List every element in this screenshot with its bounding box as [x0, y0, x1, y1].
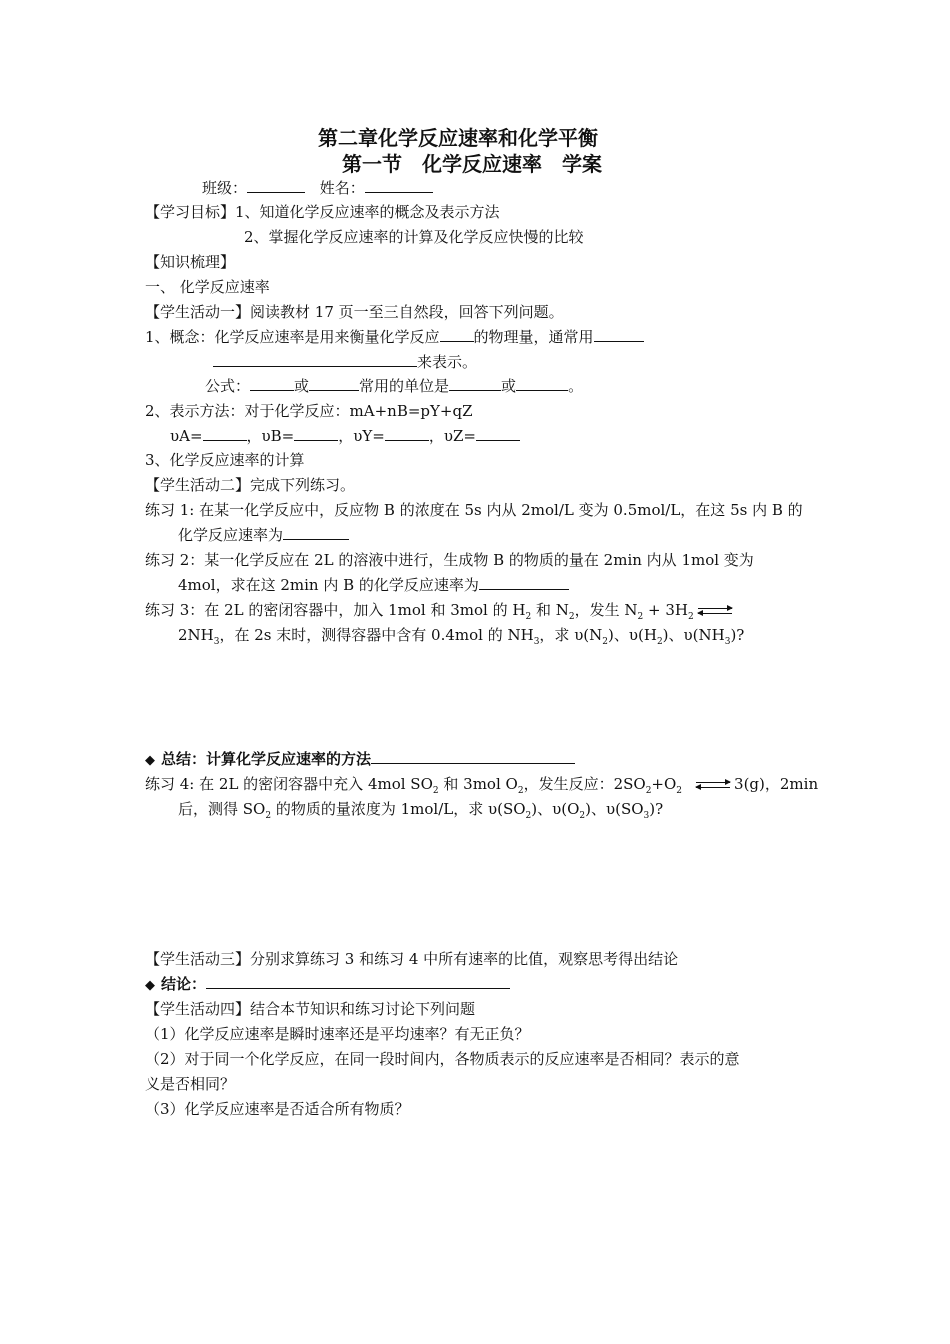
name-blank[interactable]	[365, 178, 433, 193]
exercise-4-line-1	[145, 774, 818, 796]
ex3-sub: 3	[213, 637, 220, 647]
ex3-text-h: )、υ(H	[608, 626, 657, 644]
va-label: υA=	[170, 427, 203, 445]
name-label: 姓名：	[319, 179, 365, 197]
ex4-text-c: ，发生反应：2SO	[523, 775, 646, 793]
ex4-text-j: )?	[649, 800, 664, 818]
learning-goals: 【学习目标】1、知道化学反应速率的概念及表示方法	[145, 203, 500, 221]
knowledge-heading: 【知识梳理】	[145, 253, 236, 271]
question-1: （1）化学反应速率是瞬时速率还是平均速率？有无正负？	[145, 1025, 530, 1043]
ex4-text-d: +O	[651, 775, 677, 793]
calc-heading: 3、化学反应速率的计算	[145, 451, 305, 469]
ex4-sub: 2	[432, 786, 439, 796]
ex3-sub: 2	[568, 612, 575, 622]
ex4-sub: 2	[517, 786, 524, 796]
ex4-text-f: 后，测得 SO	[178, 800, 266, 818]
learning-goal-2: 2、掌握化学反应速率的计算及化学反应快慢的比较	[244, 228, 584, 246]
vb-label: ，υB=	[246, 427, 295, 445]
summary-blank[interactable]	[371, 749, 575, 764]
ex3-sub: 3	[533, 637, 540, 647]
formula-or: 或	[294, 377, 310, 395]
ex4-sub: 2	[265, 811, 272, 821]
ex4-text-i: )、υ(SO	[585, 800, 644, 818]
ex3-text-j: )?	[730, 626, 745, 644]
exercise-3-line-1	[145, 600, 736, 622]
ex3-text-i: )、υ(NH	[662, 626, 725, 644]
exercise-1-line-1: 练习 1: 在某一化学反应中，反应物 B 的浓度在 5s 内从 2mol/L 变为 0.5mol/L，在这 5s 内 B 的	[145, 501, 803, 519]
ex4-sub: 2	[676, 786, 683, 796]
formula-blank-2[interactable]	[309, 376, 359, 391]
va-blank[interactable]	[203, 426, 247, 441]
summary-line	[145, 749, 575, 771]
ex4-sub: 2	[645, 786, 652, 796]
ex4-text-h: )、υ(O	[531, 800, 580, 818]
formula-blank-1[interactable]	[250, 376, 294, 391]
ex3-sub: 2	[656, 637, 663, 647]
diamond-bullet-icon: ◆	[145, 978, 155, 993]
ex3-text-d: + 3H	[643, 601, 688, 619]
summary-label: 总结：计算化学反应速率的方法	[161, 750, 372, 768]
conclusion-blank[interactable]	[206, 974, 510, 989]
concept-line	[145, 327, 644, 349]
ex3-text-b: 和 N	[531, 601, 569, 619]
ex3-sub: 2	[687, 612, 694, 622]
question-3: （3）化学反应速率是否适合所有物质？	[145, 1100, 410, 1118]
diamond-bullet-icon: ◆	[145, 753, 155, 768]
ex3-text-e: 2NH	[178, 626, 214, 644]
vz-blank[interactable]	[476, 426, 520, 441]
section-title: 第一节 化学反应速率 学案	[342, 152, 602, 176]
ex3-text-f: ，在 2s 末时，测得容器中含有 0.4mol 的 NH	[219, 626, 534, 644]
header-row	[202, 178, 433, 200]
chapter-title: 第二章化学反应速率和化学平衡	[318, 126, 598, 150]
vb-blank[interactable]	[294, 426, 338, 441]
exercise-4-line-2	[178, 799, 663, 821]
unit-text: 常用的单位是	[359, 377, 450, 395]
concept-prefix: 1、概念：化学反应速率是用来衡量化学反应	[145, 328, 440, 346]
activity-one: 【学生活动一】阅读教材 17 页一至三自然段，回答下列问题。	[145, 303, 564, 321]
formula-line	[205, 376, 583, 398]
vz-label: ，υZ=	[428, 427, 476, 445]
representation-line: 2、表示方法：对于化学反应：mA+nB=pY+qZ	[145, 402, 473, 420]
activity-four: 【学生活动四】结合本节知识和练习讨论下列问题	[145, 1000, 476, 1018]
concept-blank-2[interactable]	[594, 327, 644, 342]
ex3-text-a: 练习 3：在 2L 的密闭容器中，加入 1mol 和 3mol 的 H	[145, 601, 526, 619]
ex4-sub: 3	[643, 811, 650, 821]
exercise-1-blank[interactable]	[283, 525, 349, 540]
concept-suffix: 来表示。	[417, 353, 478, 371]
concept-blank-1[interactable]	[440, 327, 474, 342]
vy-blank[interactable]	[385, 426, 429, 441]
ex3-text-g: ，求 υ(N	[539, 626, 603, 644]
activity-three: 【学生活动三】分别求算练习 3 和练习 4 中所有速率的比值，观察思考得出结论	[145, 950, 679, 968]
ex3-text-c: ，发生 N	[574, 601, 638, 619]
unit-or: 或	[501, 377, 517, 395]
formula-label: 公式：	[205, 377, 251, 395]
class-label: 班级：	[202, 179, 248, 197]
ex4-sub: 2	[579, 811, 586, 821]
ex4-text-g: 的物质的量浓度为 1mol/L，求 υ(SO	[271, 800, 526, 818]
exercise-3-line-2	[178, 625, 744, 647]
ex3-sub: 2	[602, 637, 609, 647]
ex4-text-e: 3(g)，2min	[734, 775, 819, 793]
unit-blank-2[interactable]	[516, 376, 568, 391]
class-blank[interactable]	[247, 178, 305, 193]
ex3-sub: 2	[637, 612, 644, 622]
question-2-line-2: 义是否相同？	[145, 1075, 236, 1093]
exercise-1-answer-label: 化学反应速率为	[178, 526, 284, 544]
rate-expressions	[170, 426, 520, 448]
activity-two: 【学生活动二】完成下列练习。	[145, 476, 356, 494]
equilibrium-arrow-icon	[696, 779, 730, 791]
conclusion-label: 结论：	[161, 975, 207, 993]
exercise-2-line-1: 练习 2：某一化学反应在 2L 的溶液中进行，生成物 B 的物质的量在 2min 内从 1mol 变为	[145, 551, 754, 569]
ex4-text-a: 练习 4: 在 2L 的密闭容器中充入 4mol SO	[145, 775, 433, 793]
conclusion-line	[145, 974, 510, 996]
exercise-1-line-2	[178, 525, 349, 547]
concept-blank-3[interactable]	[213, 352, 417, 367]
concept-middle: 的物理量，通常用	[473, 328, 594, 346]
ex3-sub: 3	[724, 637, 731, 647]
exercise-2-blank[interactable]	[479, 575, 569, 590]
formula-end: 。	[568, 377, 584, 395]
ex4-text-b: 和 3mol O	[438, 775, 518, 793]
unit-blank-1[interactable]	[449, 376, 501, 391]
ex4-sub: 2	[525, 811, 532, 821]
vy-label: ，υY=	[338, 427, 385, 445]
concept-line-2	[213, 352, 477, 374]
ex3-sub: 2	[525, 612, 532, 622]
exercise-2-line-2	[178, 575, 569, 597]
exercise-2-answer-label: 4mol，求在这 2min 内 B 的化学反应速率为	[178, 576, 479, 594]
question-2-line-1: （2）对于同一个化学反应，在同一段时间内，各物质表示的反应速率是否相同？表示的意	[145, 1050, 740, 1068]
section-heading-rate: 一、 化学反应速率	[145, 278, 270, 296]
equilibrium-arrow-icon	[698, 605, 732, 617]
